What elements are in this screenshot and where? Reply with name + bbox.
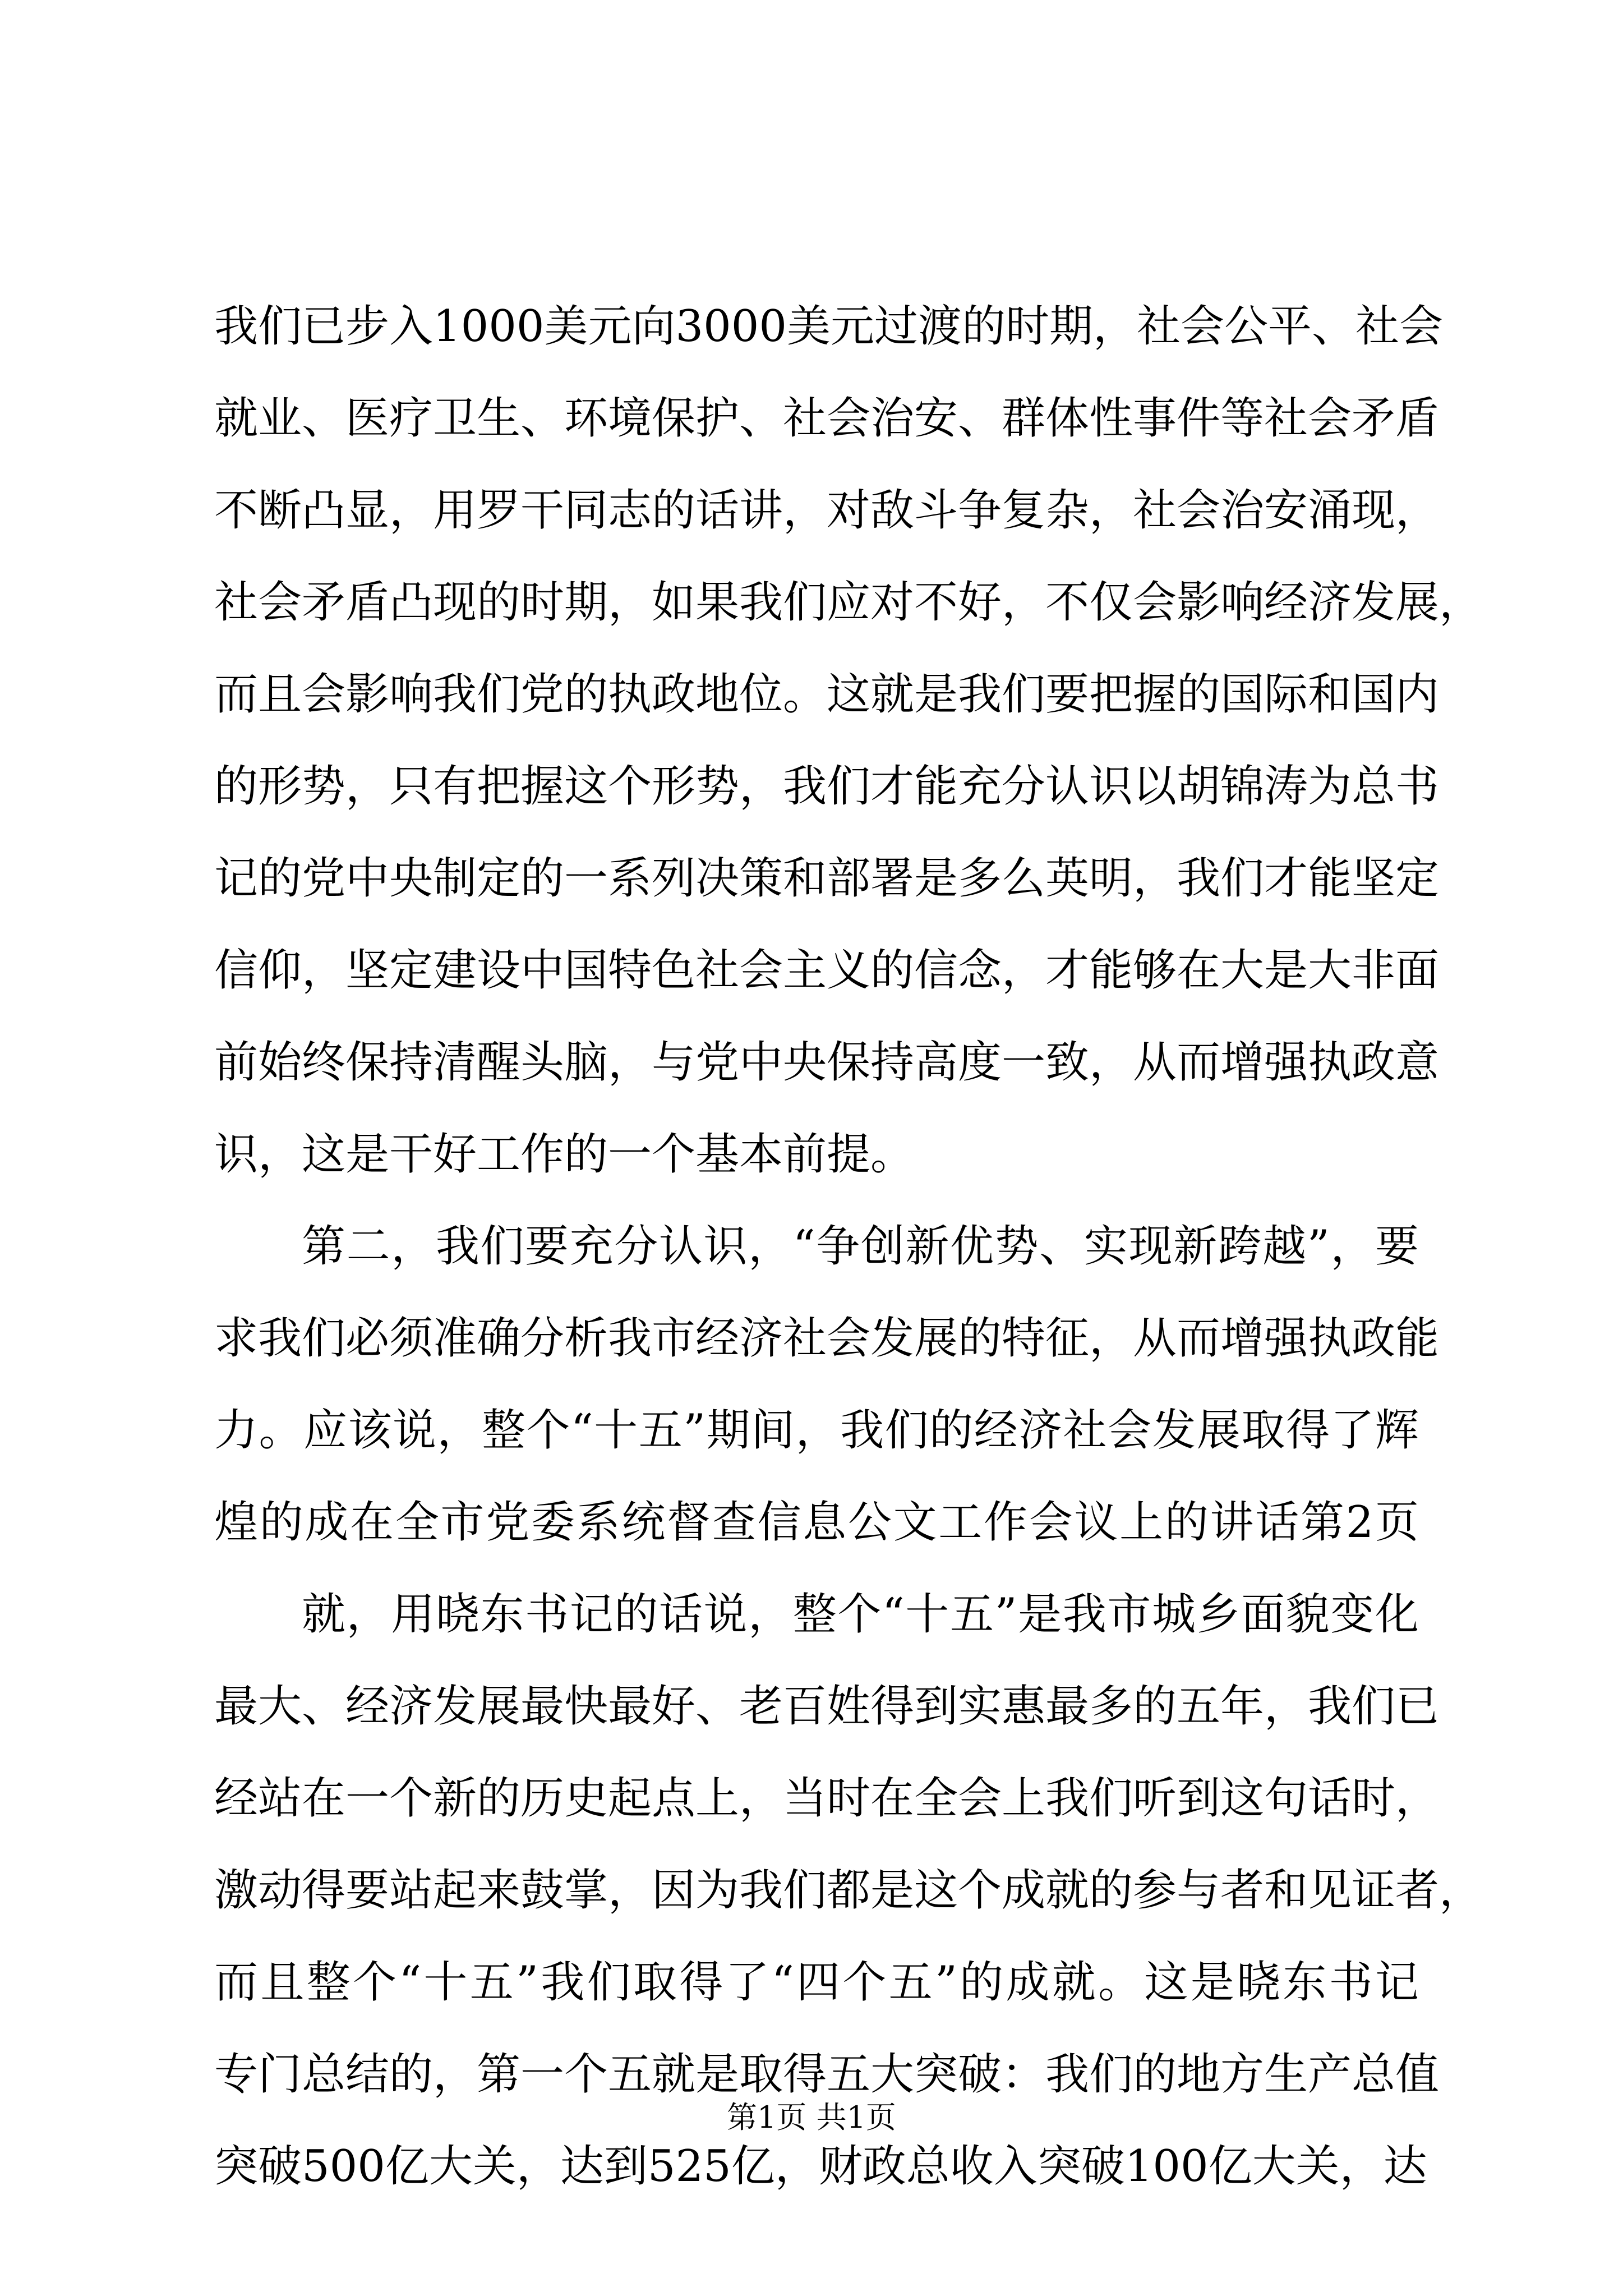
- text-line-16: 最大、经济发展最快最好、老百姓得到实惠最多的五年，我们已: [214, 1681, 1440, 1732]
- text-line-10: 识，这是干好工作的一个基本前提。: [214, 1129, 915, 1180]
- text-line-11: 第二，我们要充分认识，“争创新优势、实现新跨越”，要: [302, 1221, 1419, 1272]
- text-line-5: 而且会影响我们党的执政地位。这就是我们要把握的国际和国内: [214, 669, 1440, 720]
- text-line-20: 专门总结的，第一个五就是取得五大突破：我们的地方生产总值: [214, 2049, 1440, 2100]
- text-line-18: 激动得要站起来鼓掌，因为我们都是这个成就的参与者和见证者，: [214, 1865, 1483, 1916]
- text-line-12: 求我们必须准确分析我市经济社会发展的特征，从而增强执政能: [214, 1313, 1440, 1364]
- page-number-label: 第1页 共1页: [727, 2100, 896, 2135]
- text-line-1: 我们已步入1000美元向3000美元过渡的时期，社会公平、社会: [214, 301, 1444, 352]
- text-line-19: 而且整个“十五”我们取得了“四个五”的成就。这是晓东书记: [214, 1957, 1419, 2008]
- text-line-6: 的形势，只有把握这个形势，我们才能充分认识以胡锦涛为总书: [214, 761, 1440, 812]
- text-line-2: 就业、医疗卫生、环境保护、社会治安、群体性事件等社会矛盾: [214, 393, 1440, 444]
- text-line-14: 煌的成在全市党委系统督查信息公文工作会议上的讲话第2页: [214, 1497, 1419, 1548]
- text-line-3: 不断凸显，用罗干同志的话讲，对敌斗争复杂，社会治安涌现，: [214, 485, 1440, 536]
- text-line-7: 记的党中央制定的一系列决策和部署是多么英明，我们才能坚定: [214, 853, 1440, 904]
- text-line-21: 突破500亿大关，达到525亿，财政总收入突破100亿大关，达: [214, 2141, 1427, 2192]
- document-body: [214, 280, 1483, 2212]
- text-line-4: 社会矛盾凸现的时期，如果我们应对不好，不仅会影响经济发展，: [214, 577, 1483, 628]
- text-line-15: 就，用晓东书记的话说，整个“十五”是我市城乡面貌变化: [302, 1589, 1419, 1640]
- text-line-9: 前始终保持清醒头脑，与党中央保持高度一致，从而增强执政意: [214, 1037, 1440, 1088]
- page-footer: [0, 2098, 1623, 2137]
- text-line-13: 力。应该说，整个“十五”期间，我们的经济社会发展取得了辉: [214, 1405, 1419, 1456]
- text-line-17: 经站在一个新的历史起点上，当时在全会上我们听到这句话时，: [214, 1773, 1440, 1824]
- text-line-8: 信仰，坚定建设中国特色社会主义的信念，才能够在大是大非面: [214, 945, 1440, 996]
